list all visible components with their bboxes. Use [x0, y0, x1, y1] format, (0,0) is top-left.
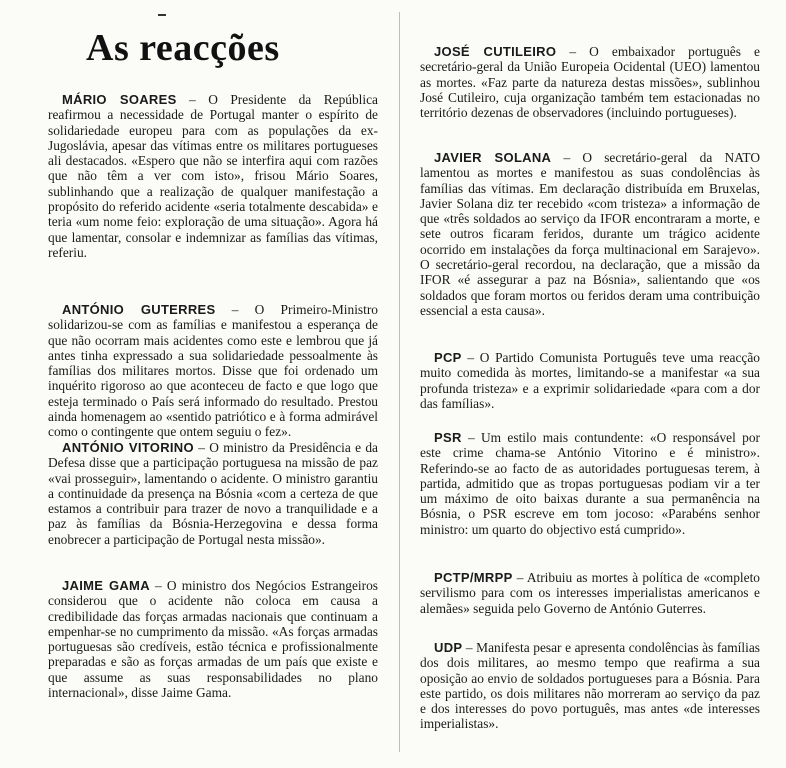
article-paragraph: [420, 44, 760, 120]
speaker-name: JAIME GAMA: [62, 578, 150, 593]
speaker-name: JOSÉ CUTILEIRO: [434, 44, 557, 59]
speaker-name: ANTÓNIO VITORINO: [62, 440, 194, 455]
page-title: As reacções: [86, 27, 280, 69]
speaker-name: PCP: [434, 350, 462, 365]
paragraph-text: – O Partido Comunista Português teve uma reacção muito comedida às mortes, limitando-se a manifestar «a sua profunda tristeza» e a exprimir solidariedade «para com a dor das famílias».: [420, 350, 760, 411]
article-paragraph: [420, 640, 760, 732]
paragraph-text: – Um estilo mais contundente: «O responsável por este crime chama-se António Vitorino e é ministro». Referindo-se ao facto de as autoridades portuguesas terem, à partida, admitido que as tropas portuguesas podiam vir a ter um máximo de oito baixas durante a sua permanência na Bósnia, o PSR escreve em tom jocoso: «Parabéns senhor ministro: um quarto do objectivo está cumprido».: [420, 430, 760, 537]
speaker-name: JAVIER SOLANA: [434, 150, 552, 165]
paragraph-text: – Atribuiu as mortes à política de «completo servilismo para com os interesses imperialistas americanos e alemães» seguida pelo Governo de António Guterres.: [420, 570, 760, 616]
article-paragraph: [48, 578, 378, 700]
paragraph-text: – O ministro da Presidência e da Defesa disse que a participação portuguesa na missão de paz «vai prosseguir», lamentando o acidente. O ministro garantiu a continuidade da presença na Bósnia «com a certeza de que estamos a contribuir para trazer de novo a tranquilidade e a paz às famílias da Bósnia-Herzegovina e dessa forma enobrecer a participação de Portugal nesta missão».: [48, 440, 379, 547]
speaker-name: UDP: [434, 640, 463, 655]
print-mark: [158, 14, 166, 16]
paragraph-text: – O embaixador português e secretário-geral da União Europeia Ocidental (UEO) lamentou as mortes. «Faz parte da natureza destas missões», sublinhou José Cutileiro, cuja organização também tem estacionadas no território dezenas de observadores (incluindo portugueses).: [420, 44, 760, 121]
article-paragraph: [420, 350, 760, 411]
speaker-name: PSR: [434, 430, 462, 445]
speaker-name: MÁRIO SOARES: [62, 92, 177, 107]
speaker-name: PCTP/MRPP: [434, 570, 513, 585]
paragraph-text: – O ministro dos Negócios Estrangeiros considerou que o acidente não coloca em causa a credibilidade das forças armadas nacionais que continuam a empenhar-se no cumprimento da missão. «As forças armadas portuguesas são credíveis, estão técnica e profissionalmente preparadas e são as forças armadas de um país que existe e que assume as suas responsabilidades no plano internacional», disse Jaime Gama.: [48, 578, 379, 701]
article-paragraph: [48, 92, 378, 260]
paragraph-text: – O Presidente da República reafirmou a necessidade de Portugal manter o espírito de solidariedade europeu para com as populações da ex-Jugoslávia, apesar das vítimas entre os militares portugueses ali destacados. «Espero que não se interfira aqui com razões que não têm a ver com isto», frisou Mário Soares, sublinhando que a realização de qualquer manifestação a propósito do referido acidente «seria totalmente descabida» e teria «um nome feio: exploração de uma situação». Agora há que lamentar, consolar e indemnizar as famílias das vítimas, referiu.: [48, 92, 379, 260]
paragraph-text: – O Primeiro-Ministro solidarizou-se com as famílias e manifestou a esperança de que não ocorram mais acidentes como este e lembrou que já antes tinha expressado a sua solidariedade pessoalmente às famílias dos militares mortos. Disse que foi ordenado um inquérito rigoroso ao que aconteceu de facto e que logo que esteja terminado o País será informado do resultado. Prestou ainda homenagem ao «sentido patriótico e à forma admirável como o contingente que ontem seguiu o fez».: [48, 302, 379, 440]
article-paragraph: [420, 570, 760, 616]
paragraph-text: – O secretário-geral da NATO lamentou as mortes e manifestou as suas condolências às famílias das vítimas. Em declaração distribuída em Bruxelas, Javier Solana diz ter recebido «com tristeza» a informação de que «três soldados ao serviço da IFOR encontraram a morte, e sete outros ficaram feridos, durante um trágico acidente ocorrido em instalações da força multinacional em Sarajevo». O secretário-geral recordou, na declaração, que a missão da IFOR «é assegurar a paz na Bósnia», salientando que «os soldados que foram mortos ou feridos deram uma contribuição essencial a esta causa».: [420, 150, 760, 318]
article-paragraph: [48, 302, 378, 440]
article-paragraph: [48, 440, 378, 547]
article-paragraph: [420, 430, 760, 537]
column-divider: [399, 12, 400, 752]
speaker-name: ANTÓNIO GUTERRES: [62, 302, 216, 317]
paragraph-text: – Manifesta pesar e apresenta condolências às famílias dos dois militares, ao mesmo tempo que reafirma a sua oposição ao envio de soldados portugueses para a Bósnia. Para este partido, os dois militares não morreram ao serviço da paz e dos interesses do povo português, mas antes «de interesses imperialistas».: [420, 640, 760, 732]
article-paragraph: [420, 150, 760, 318]
